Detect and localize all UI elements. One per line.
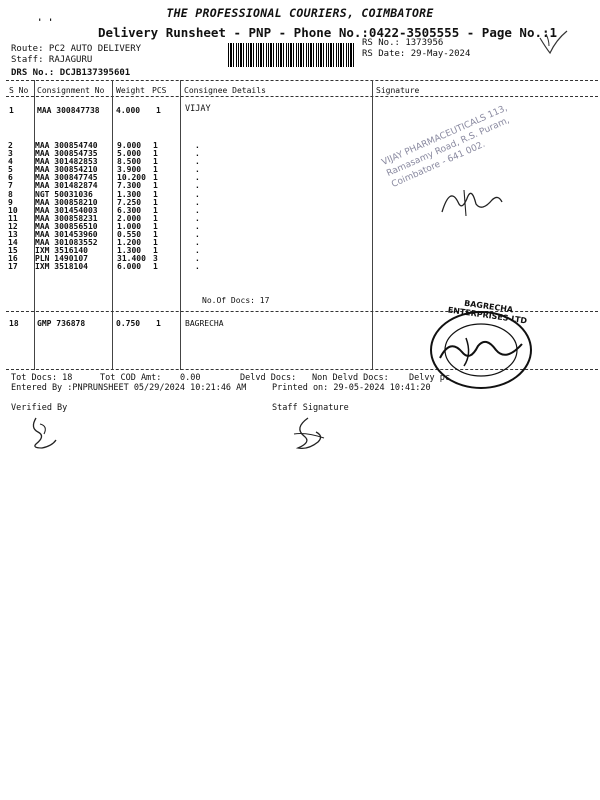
row-consignment: MAA 301083552 <box>35 238 98 248</box>
row-1-consignment: MAA 300847738 <box>37 106 100 115</box>
row-consignee-dot: . <box>195 230 200 240</box>
row-weight: 5.000 <box>117 149 142 159</box>
row-pcs: 1 <box>153 181 158 191</box>
header-sno: S No <box>9 86 29 95</box>
row-consignee-dot: . <box>195 197 200 207</box>
row-pcs: 3 <box>153 254 158 264</box>
row-weight: 31.400 <box>117 254 146 264</box>
row-sno: 15 <box>8 246 18 256</box>
row-consignee-dot: . <box>195 213 200 223</box>
no-of-docs: No.Of Docs: 17 <box>202 296 270 305</box>
row-18-pcs: 1 <box>156 319 161 328</box>
row-consignee-dot: . <box>195 189 200 199</box>
row-consignment: MAA 300858231 <box>35 213 98 223</box>
row-weight: 0.550 <box>117 230 142 240</box>
staff-label: Staff: RAJAGURU <box>11 55 93 65</box>
row-pcs: 1 <box>153 149 158 159</box>
row-pcs: 1 <box>153 205 158 215</box>
route-label: Route: PC2 AUTO DELIVERY <box>11 44 142 54</box>
row-pcs: 1 <box>153 189 158 199</box>
row-sno: 3 <box>8 149 13 159</box>
quote-marks: ' ' <box>37 18 54 28</box>
vijay-pharmaceuticals-stamp: VIJAY PHARMACEUTICALS 113, Ramasamy Road, R.S. Puram, Coimbatore - 641 002. <box>380 103 512 190</box>
verifier-signature-icon <box>26 414 62 452</box>
row-1-weight: 4.000 <box>116 106 141 115</box>
row-pcs: 1 <box>153 262 158 272</box>
verified-by-label: Verified By <box>11 403 68 413</box>
runsheet-title: Delivery Runsheet - PNP - Phone No.:0422-3505555 - Page No.:1 <box>98 25 558 40</box>
row-weight: 1.300 <box>117 189 142 199</box>
row-weight: 1.200 <box>117 238 142 248</box>
row-consignment: MAA 300854210 <box>35 165 98 175</box>
row-sno: 14 <box>8 238 18 248</box>
row-weight: 1.300 <box>117 246 142 256</box>
row-sno: 6 <box>8 173 13 183</box>
row-consignment: PLN 1490107 <box>35 254 88 264</box>
row-pcs: 1 <box>153 165 158 175</box>
row-weight: 6.000 <box>117 262 142 272</box>
printed-on: Printed on: 29-05-2024 10:41:20 <box>272 383 431 393</box>
row-consignment: MAA 300847745 <box>35 173 98 183</box>
row-sno: 16 <box>8 254 18 264</box>
rs-date: RS Date: 29-May-2024 <box>362 49 471 59</box>
row-consignment: MAA 300856510 <box>35 221 98 231</box>
row-pcs: 1 <box>153 238 158 248</box>
staff-signature-label: Staff Signature <box>272 403 349 413</box>
row-sno: 7 <box>8 181 13 191</box>
row-weight: 8.500 <box>117 157 142 167</box>
row-consignee-dot: . <box>195 205 200 215</box>
total-cod-label: Tot COD Amt: <box>100 373 162 383</box>
row-sno: 9 <box>8 197 13 207</box>
row-consignment: MAA 300854740 <box>35 141 98 150</box>
row-consignment: MAA 300858210 <box>35 197 98 207</box>
row-pcs: 1 <box>153 141 158 150</box>
row-sno: 2 <box>8 141 13 150</box>
row-sno: 13 <box>8 230 18 240</box>
row-sno: 10 <box>8 205 18 215</box>
row-sno: 11 <box>8 213 18 223</box>
consignment-table <box>8 142 215 272</box>
row-consignee-dot: . <box>195 141 200 150</box>
drs-number: DRS No.: DCJB137395601 <box>11 68 131 78</box>
row-pcs: 1 <box>153 246 158 256</box>
row-consignee-dot: . <box>195 238 200 248</box>
table-row <box>8 263 215 271</box>
row-1-sno: 1 <box>9 106 14 115</box>
row-18-sno: 18 <box>9 319 19 328</box>
row-pcs: 1 <box>153 213 158 223</box>
row-weight: 1.000 <box>117 221 142 231</box>
total-docs: Tot Docs: 18 <box>11 373 73 383</box>
row-weight: 6.300 <box>117 205 142 215</box>
row-weight: 9.000 <box>117 141 142 150</box>
row-pcs: 1 <box>153 173 158 183</box>
header-bottom-divider <box>6 96 598 97</box>
delivery-pc: Delvy pc <box>409 373 450 383</box>
rs-number: RS No.: 1373956 <box>362 38 444 48</box>
row-18-consignee: BAGRECHA <box>185 319 224 328</box>
entered-by: Entered By :PNPRUNSHEET 05/29/2024 10:21:46 AM <box>11 383 247 393</box>
row-consignee-dot: . <box>195 149 200 159</box>
row-consignment: NGT 50031036 <box>35 189 93 199</box>
row-sno: 17 <box>8 262 18 272</box>
row-sno: 5 <box>8 165 13 175</box>
row-pcs: 1 <box>153 221 158 231</box>
row-consignee-dot: . <box>195 157 200 167</box>
round-stamp-text: BAGRECHA ENTERPRISES LTD <box>447 298 528 326</box>
staff-signature-icon <box>286 414 330 452</box>
row-consignment: IXM 3518104 <box>35 262 88 272</box>
row-consignment: MAA 301482874 <box>35 181 98 191</box>
row-pcs: 1 <box>153 197 158 207</box>
row-18-consignment: GMP 736878 <box>37 319 86 328</box>
header-signature: Signature <box>376 86 420 95</box>
header-weight: Weight <box>116 86 145 95</box>
barcode-icon <box>228 43 354 67</box>
header-pcs: PCS <box>152 86 167 95</box>
row-weight: 7.250 <box>117 197 142 207</box>
row-consignment: MAA 301453960 <box>35 230 98 240</box>
row-18-weight: 0.750 <box>116 319 141 328</box>
column-divider <box>372 80 373 370</box>
row-consignment: IXM 3516140 <box>35 246 88 256</box>
delivered-docs: Delvd Docs: <box>240 373 297 383</box>
row-consignee-dot: . <box>195 173 200 183</box>
row-consignee-dot: . <box>195 262 200 272</box>
header-consignee: Consignee Details <box>184 86 266 95</box>
row-consignment: MAA 300854735 <box>35 149 98 159</box>
row-consignment: MAA 301482853 <box>35 157 98 167</box>
header-consignment: Consignment No <box>37 86 105 95</box>
row-consignee-dot: . <box>195 221 200 231</box>
non-delivered-docs: Non Delvd Docs: <box>312 373 389 383</box>
row-sno: 4 <box>8 157 13 167</box>
row-1-consignee: VIJAY <box>185 104 211 114</box>
row-pcs: 1 <box>153 157 158 167</box>
company-name: THE PROFESSIONAL COURIERS, COIMBATORE <box>166 6 434 20</box>
row-consignee-dot: . <box>195 246 200 256</box>
checkmark-icon <box>536 28 572 58</box>
row-weight: 10.200 <box>117 173 146 183</box>
row-sno: 8 <box>8 189 13 199</box>
row-pcs: 1 <box>153 230 158 240</box>
row-sno: 12 <box>8 221 18 231</box>
consignee-signature-icon <box>436 182 506 222</box>
row-weight: 7.300 <box>117 181 142 191</box>
row-weight: 2.000 <box>117 213 142 223</box>
total-cod-amount: 0.00 <box>180 373 201 383</box>
row-consignee-dot: . <box>195 181 200 191</box>
row-consignee-dot: . <box>195 165 200 175</box>
row-weight: 3.900 <box>117 165 142 175</box>
header-top-divider <box>6 80 598 81</box>
row-consignee-dot: . <box>195 254 200 264</box>
row-consignment: MAA 301454003 <box>35 205 98 215</box>
row-1-pcs: 1 <box>156 106 161 115</box>
